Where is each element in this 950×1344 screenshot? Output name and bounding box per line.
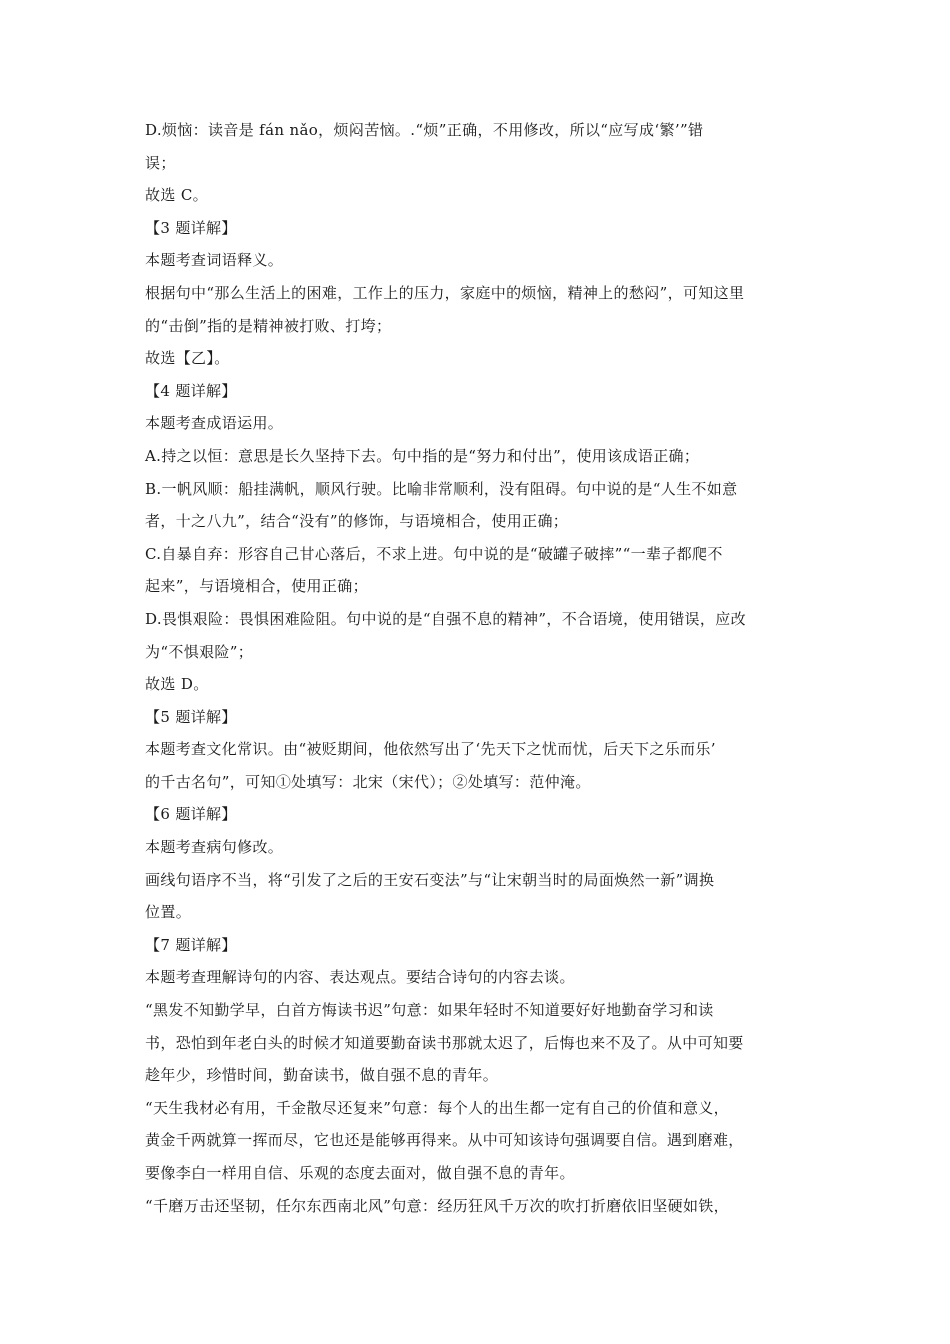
text-line: C.自暴自弃：形容自己甘心落后，不求上进。句中说的是“破罐子破摔”“一辈子都爬不 xyxy=(145,544,723,563)
text-line: 起来”，与语境相合，使用正确； xyxy=(145,577,368,596)
text-line: 者，十之八九”，结合“没有”的修饰，与语境相合，使用正确； xyxy=(145,512,569,531)
section-heading: 【4 题详解】 xyxy=(145,381,237,400)
text-line: 本题考查词语释义。 xyxy=(145,251,284,270)
text-line: 画线句语序不当，将“引发了之后的王安石变法”与“让宋朝当时的局面焕然一新”调换 xyxy=(145,870,715,889)
text-line: 黄金千两就算一挥而尽，它也还是能够再得来。从中可知该诗句强调要自信。遇到磨难， xyxy=(145,1131,744,1150)
text-line: A.持之以恒：意思是长久坚持下去。句中指的是“努力和付出”，使用该成语正确； xyxy=(145,446,700,465)
text-line: 为“不惧艰险”； xyxy=(145,642,254,661)
text-line: 趁年少，珍惜时间，勤奋读书，做自强不息的青年。 xyxy=(145,1066,499,1085)
text-line: 要像李白一样用自信、乐观的态度去面对，做自强不息的青年。 xyxy=(145,1164,575,1182)
text-line: 本题考查病句修改。 xyxy=(145,838,284,857)
section-heading: 【6 题详解】 xyxy=(145,805,237,824)
text-line: 误； xyxy=(145,153,176,172)
section-heading: 【3 题详解】 xyxy=(145,218,237,237)
text-line: 的“击倒”指的是精神被打败、打垮； xyxy=(145,316,392,335)
text-line: B.一帆风顺：船挂满帆，顺风行驶。比喻非常顺利，没有阻碍。句中说的是“人生不如意 xyxy=(145,479,738,498)
text-line: 故选 C。 xyxy=(145,186,208,205)
text-line: 故选【乙】。 xyxy=(145,349,230,368)
text-line: 书，恐怕到年老白头的时候才知道要勤奋读书那就太迟了，后悔也来不及了。从中可知要 xyxy=(145,1033,744,1052)
text-line: D.烦恼：读音是 fán nǎo，烦闷苦恼。.“烦”正确，不用修改，所以“应写成‘繁’”错 xyxy=(145,121,704,139)
text-line: 的千古名句”，可知①处填写：北宋（宋代）；②处填写：范仲淹。 xyxy=(145,772,591,791)
section-heading: 【5 题详解】 xyxy=(145,707,237,726)
text-line: D.畏惧艰险：畏惧困难险阻。句中说的是“自强不息的精神”，不合语境，使用错误，应改 xyxy=(145,609,746,628)
text-line: “千磨万击还坚韧，任尔东西南北风”句意：经历狂风千万次的吹打折磨依旧坚硬如铁， xyxy=(145,1196,729,1215)
text-line: 本题考查成语运用。 xyxy=(145,414,284,433)
text-line: “天生我材必有用，千金散尽还复来”句意：每个人的出生都一定有自己的价值和意义， xyxy=(145,1098,729,1117)
text-line: 本题考查理解诗句的内容、表达观点。要结合诗句的内容去谈。 xyxy=(145,968,575,987)
text-line: 位置。 xyxy=(145,903,192,922)
text-line: 本题考查文化常识。由“被贬期间，他依然写出了‘先天下之忧而忧，后天下之乐而乐’ xyxy=(145,740,716,759)
text-line: 根据句中“那么生活上的困难，工作上的压力，家庭中的烦恼，精神上的愁闷”，可知这里 xyxy=(145,283,745,302)
document-body xyxy=(145,114,810,1222)
section-heading: 【7 题详解】 xyxy=(145,935,237,954)
text-line: 故选 D。 xyxy=(145,675,209,694)
text-line: “黑发不知勤学早，白首方悔读书迟”句意：如果年轻时不知道要好好地勤奋学习和读 xyxy=(145,1001,714,1020)
